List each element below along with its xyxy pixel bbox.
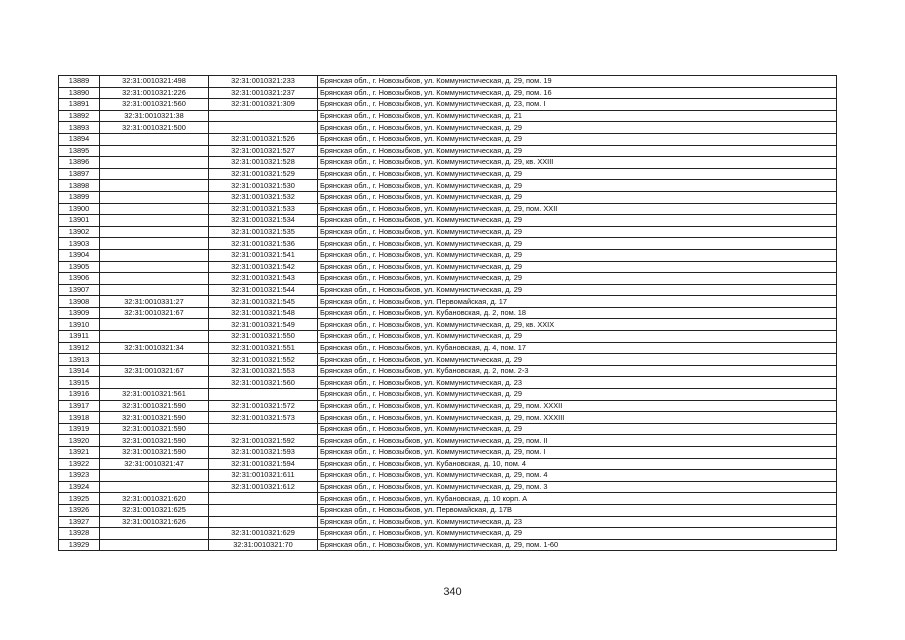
cadastral-number-b-cell: 32:31:0010321:527 xyxy=(209,145,318,157)
address-cell: Брянская обл., г. Новозыбков, ул. Коммунистическая, д. 29, пом. 19 xyxy=(318,76,837,88)
registry-table-body xyxy=(59,76,837,551)
cadastral-number-b-cell: 32:31:0010321:545 xyxy=(209,296,318,308)
address-cell: Брянская обл., г. Новозыбков, ул. Коммунистическая, д. 29 xyxy=(318,238,837,250)
cadastral-number-a-cell: 32:31:0010321:47 xyxy=(100,458,209,470)
row-number-cell: 13920 xyxy=(59,435,100,447)
row-number-cell: 13918 xyxy=(59,412,100,424)
table-row xyxy=(59,203,837,215)
row-number-cell: 13892 xyxy=(59,110,100,122)
cadastral-number-b-cell xyxy=(209,122,318,134)
row-number-cell: 13900 xyxy=(59,203,100,215)
table-row xyxy=(59,168,837,180)
cadastral-number-b-cell: 32:31:0010321:526 xyxy=(209,133,318,145)
table-row xyxy=(59,145,837,157)
table-row xyxy=(59,354,837,366)
row-number-cell: 13907 xyxy=(59,284,100,296)
cadastral-number-a-cell: 32:31:0010331:27 xyxy=(100,296,209,308)
row-number-cell: 13916 xyxy=(59,389,100,401)
cadastral-number-a-cell: 32:31:0010321:67 xyxy=(100,307,209,319)
row-number-cell: 13912 xyxy=(59,342,100,354)
address-cell: Брянская обл., г. Новозыбков, ул. Коммунистическая, д. 29 xyxy=(318,145,837,157)
cadastral-number-a-cell xyxy=(100,133,209,145)
address-cell: Брянская обл., г. Новозыбков, ул. Коммунистическая, д. 29 xyxy=(318,168,837,180)
table-row xyxy=(59,331,837,343)
cadastral-number-b-cell: 32:31:0010321:542 xyxy=(209,261,318,273)
cadastral-number-a-cell: 32:31:0010321:620 xyxy=(100,493,209,505)
table-row xyxy=(59,273,837,285)
cadastral-number-b-cell: 32:31:0010321:528 xyxy=(209,157,318,169)
cadastral-number-b-cell: 32:31:0010321:534 xyxy=(209,215,318,227)
table-row xyxy=(59,493,837,505)
address-cell: Брянская обл., г. Новозыбков, ул. Коммунистическая, д. 29 xyxy=(318,180,837,192)
cadastral-number-a-cell xyxy=(100,261,209,273)
address-cell: Брянская обл., г. Новозыбков, ул. Коммунистическая, д. 29, пом. XXXIII xyxy=(318,412,837,424)
row-number-cell: 13924 xyxy=(59,481,100,493)
cadastral-number-b-cell: 32:31:0010321:529 xyxy=(209,168,318,180)
page-number: 340 xyxy=(443,586,462,598)
cadastral-number-b-cell: 32:31:0010321:237 xyxy=(209,87,318,99)
table-row xyxy=(59,261,837,273)
row-number-cell: 13913 xyxy=(59,354,100,366)
row-number-cell: 13910 xyxy=(59,319,100,331)
cadastral-number-b-cell xyxy=(209,389,318,401)
address-cell: Брянская обл., г. Новозыбков, ул. Коммунистическая, д. 29 xyxy=(318,389,837,401)
row-number-cell: 13896 xyxy=(59,157,100,169)
row-number-cell: 13891 xyxy=(59,99,100,111)
cadastral-number-b-cell: 32:31:0010321:612 xyxy=(209,481,318,493)
table-row xyxy=(59,319,837,331)
cadastral-number-b-cell: 32:31:0010321:549 xyxy=(209,319,318,331)
cadastral-number-b-cell: 32:31:0010321:553 xyxy=(209,365,318,377)
table-row xyxy=(59,539,837,551)
address-cell: Брянская обл., г. Новозыбков, ул. Коммунистическая, д. 29 xyxy=(318,249,837,261)
row-number-cell: 13926 xyxy=(59,504,100,516)
address-cell: Брянская обл., г. Новозыбков, ул. Коммунистическая, д. 29, пом. I xyxy=(318,447,837,459)
table-row xyxy=(59,133,837,145)
cadastral-number-a-cell xyxy=(100,249,209,261)
cadastral-number-b-cell: 32:31:0010321:552 xyxy=(209,354,318,366)
address-cell: Брянская обл., г. Новозыбков, ул. Кубановская, д. 10 корп. А xyxy=(318,493,837,505)
table-row xyxy=(59,307,837,319)
table-row xyxy=(59,157,837,169)
table-row xyxy=(59,377,837,389)
row-number-cell: 13894 xyxy=(59,133,100,145)
row-number-cell: 13901 xyxy=(59,215,100,227)
table-row xyxy=(59,226,837,238)
table-row xyxy=(59,191,837,203)
cadastral-number-a-cell xyxy=(100,319,209,331)
address-cell: Брянская обл., г. Новозыбков, ул. Коммунистическая, д. 29 xyxy=(318,284,837,296)
cadastral-number-a-cell: 32:31:0010321:226 xyxy=(100,87,209,99)
cadastral-number-a-cell xyxy=(100,354,209,366)
address-cell: Брянская обл., г. Новозыбков, ул. Коммунистическая, д. 29 xyxy=(318,122,837,134)
cadastral-number-a-cell: 32:31:0010321:498 xyxy=(100,76,209,88)
cadastral-number-a-cell: 32:31:0010321:590 xyxy=(100,435,209,447)
cadastral-number-b-cell: 32:31:0010321:532 xyxy=(209,191,318,203)
address-cell: Брянская обл., г. Новозыбков, ул. Коммунистическая, д. 29 xyxy=(318,331,837,343)
cadastral-number-b-cell: 32:31:0010321:233 xyxy=(209,76,318,88)
address-cell: Брянская обл., г. Новозыбков, ул. Кубановская, д. 2, пом. 2-3 xyxy=(318,365,837,377)
address-cell: Брянская обл., г. Новозыбков, ул. Коммунистическая, д. 29 xyxy=(318,528,837,540)
row-number-cell: 13899 xyxy=(59,191,100,203)
row-number-cell: 13908 xyxy=(59,296,100,308)
address-cell: Брянская обл., г. Новозыбков, ул. Коммунистическая, д. 29 xyxy=(318,354,837,366)
address-cell: Брянская обл., г. Новозыбков, ул. Коммунистическая, д. 29, пом. II xyxy=(318,435,837,447)
cadastral-number-b-cell xyxy=(209,493,318,505)
table-row xyxy=(59,249,837,261)
address-cell: Брянская обл., г. Новозыбков, ул. Коммунистическая, д. 29, кв. XXIX xyxy=(318,319,837,331)
address-cell: Брянская обл., г. Новозыбков, ул. Кубановская, д. 10, пом. 4 xyxy=(318,458,837,470)
row-number-cell: 13928 xyxy=(59,528,100,540)
table-row xyxy=(59,110,837,122)
cadastral-number-a-cell: 32:31:0010321:38 xyxy=(100,110,209,122)
row-number-cell: 13897 xyxy=(59,168,100,180)
cadastral-number-b-cell: 32:31:0010321:535 xyxy=(209,226,318,238)
cadastral-number-b-cell: 32:31:0010321:629 xyxy=(209,528,318,540)
row-number-cell: 13921 xyxy=(59,447,100,459)
address-cell: Брянская обл., г. Новозыбков, ул. Коммунистическая, д. 29 xyxy=(318,133,837,145)
cadastral-number-b-cell: 32:31:0010321:543 xyxy=(209,273,318,285)
cadastral-number-a-cell xyxy=(100,203,209,215)
row-number-cell: 13919 xyxy=(59,423,100,435)
row-number-cell: 13915 xyxy=(59,377,100,389)
cadastral-number-b-cell: 32:31:0010321:70 xyxy=(209,539,318,551)
cadastral-number-b-cell: 32:31:0010321:594 xyxy=(209,458,318,470)
table-row xyxy=(59,99,837,111)
cadastral-number-b-cell: 32:31:0010321:541 xyxy=(209,249,318,261)
cadastral-number-a-cell xyxy=(100,191,209,203)
cadastral-number-b-cell: 32:31:0010321:309 xyxy=(209,99,318,111)
table-row xyxy=(59,481,837,493)
table-row xyxy=(59,389,837,401)
cadastral-number-a-cell xyxy=(100,168,209,180)
address-cell: Брянская обл., г. Новозыбков, ул. Кубановская, д. 2, пом. 18 xyxy=(318,307,837,319)
cadastral-number-a-cell: 32:31:0010321:590 xyxy=(100,423,209,435)
cadastral-number-b-cell: 32:31:0010321:533 xyxy=(209,203,318,215)
cadastral-number-b-cell xyxy=(209,423,318,435)
row-number-cell: 13906 xyxy=(59,273,100,285)
cadastral-number-a-cell: 32:31:0010321:626 xyxy=(100,516,209,528)
cadastral-number-a-cell xyxy=(100,331,209,343)
table-row xyxy=(59,412,837,424)
cadastral-number-b-cell: 32:31:0010321:548 xyxy=(209,307,318,319)
address-cell: Брянская обл., г. Новозыбков, ул. Первомайская, д. 17 xyxy=(318,296,837,308)
address-cell: Брянская обл., г. Новозыбков, ул. Кубановская, д. 4, пом. 17 xyxy=(318,342,837,354)
cadastral-number-a-cell xyxy=(100,377,209,389)
table-row xyxy=(59,365,837,377)
row-number-cell: 13927 xyxy=(59,516,100,528)
row-number-cell: 13929 xyxy=(59,539,100,551)
row-number-cell: 13923 xyxy=(59,470,100,482)
table-row xyxy=(59,516,837,528)
row-number-cell: 13917 xyxy=(59,400,100,412)
address-cell: Брянская обл., г. Новозыбков, ул. Коммунистическая, д. 29 xyxy=(318,191,837,203)
cadastral-number-b-cell: 32:31:0010321:550 xyxy=(209,331,318,343)
address-cell: Брянская обл., г. Новозыбков, ул. Коммунистическая, д. 21 xyxy=(318,110,837,122)
address-cell: Брянская обл., г. Новозыбков, ул. Коммунистическая, д. 23 xyxy=(318,516,837,528)
cadastral-number-b-cell: 32:31:0010321:551 xyxy=(209,342,318,354)
table-row xyxy=(59,423,837,435)
row-number-cell: 13914 xyxy=(59,365,100,377)
row-number-cell: 13922 xyxy=(59,458,100,470)
cadastral-number-a-cell xyxy=(100,528,209,540)
cadastral-number-a-cell xyxy=(100,284,209,296)
table-row xyxy=(59,284,837,296)
address-cell: Брянская обл., г. Новозыбков, ул. Коммунистическая, д. 29, кв. XXIII xyxy=(318,157,837,169)
address-cell: Брянская обл., г. Новозыбков, ул. Коммунистическая, д. 29 xyxy=(318,273,837,285)
cadastral-number-a-cell: 32:31:0010321:560 xyxy=(100,99,209,111)
cadastral-number-a-cell: 32:31:0010321:500 xyxy=(100,122,209,134)
cadastral-number-b-cell: 32:31:0010321:544 xyxy=(209,284,318,296)
table-row xyxy=(59,470,837,482)
cadastral-number-b-cell: 32:31:0010321:572 xyxy=(209,400,318,412)
address-cell: Брянская обл., г. Новозыбков, ул. Коммунистическая, д. 29 xyxy=(318,261,837,273)
address-cell: Брянская обл., г. Новозыбков, ул. Коммунистическая, д. 29 xyxy=(318,226,837,238)
row-number-cell: 13895 xyxy=(59,145,100,157)
row-number-cell: 13909 xyxy=(59,307,100,319)
cadastral-number-b-cell: 32:31:0010321:560 xyxy=(209,377,318,389)
row-number-cell: 13911 xyxy=(59,331,100,343)
table-row xyxy=(59,76,837,88)
cadastral-number-a-cell: 32:31:0010321:561 xyxy=(100,389,209,401)
cadastral-number-a-cell: 32:31:0010321:590 xyxy=(100,412,209,424)
address-cell: Брянская обл., г. Новозыбков, ул. Коммунистическая, д. 29, пом. 3 xyxy=(318,481,837,493)
cadastral-number-a-cell: 32:31:0010321:34 xyxy=(100,342,209,354)
address-cell: Брянская обл., г. Новозыбков, ул. Коммунистическая, д. 29, пом. XXXII xyxy=(318,400,837,412)
cadastral-number-b-cell: 32:31:0010321:530 xyxy=(209,180,318,192)
cadastral-number-a-cell xyxy=(100,481,209,493)
cadastral-number-b-cell: 32:31:0010321:611 xyxy=(209,470,318,482)
cadastral-number-a-cell: 32:31:0010321:625 xyxy=(100,504,209,516)
cadastral-number-a-cell xyxy=(100,539,209,551)
cadastral-number-a-cell xyxy=(100,226,209,238)
cadastral-number-a-cell: 32:31:0010321:590 xyxy=(100,447,209,459)
table-row xyxy=(59,122,837,134)
cadastral-number-a-cell xyxy=(100,273,209,285)
cadastral-number-a-cell xyxy=(100,145,209,157)
address-cell: Брянская обл., г. Новозыбков, ул. Коммунистическая, д. 29, пом. 1-60 xyxy=(318,539,837,551)
row-number-cell: 13890 xyxy=(59,87,100,99)
row-number-cell: 13905 xyxy=(59,261,100,273)
table-row xyxy=(59,215,837,227)
cadastral-number-a-cell: 32:31:0010321:590 xyxy=(100,400,209,412)
address-cell: Брянская обл., г. Новозыбков, ул. Коммунистическая, д. 29 xyxy=(318,215,837,227)
row-number-cell: 13904 xyxy=(59,249,100,261)
table-row xyxy=(59,87,837,99)
table-row xyxy=(59,447,837,459)
table-row xyxy=(59,504,837,516)
address-cell: Брянская обл., г. Новозыбков, ул. Коммунистическая, д. 29, пом. XXII xyxy=(318,203,837,215)
cadastral-number-a-cell xyxy=(100,157,209,169)
cadastral-number-a-cell xyxy=(100,238,209,250)
cadastral-number-a-cell xyxy=(100,215,209,227)
address-cell: Брянская обл., г. Новозыбков, ул. Коммунистическая, д. 29, пом. 4 xyxy=(318,470,837,482)
cadastral-number-b-cell: 32:31:0010321:592 xyxy=(209,435,318,447)
table-row xyxy=(59,180,837,192)
table-row xyxy=(59,400,837,412)
table-row xyxy=(59,435,837,447)
row-number-cell: 13898 xyxy=(59,180,100,192)
table-row xyxy=(59,342,837,354)
cadastral-number-a-cell xyxy=(100,180,209,192)
cadastral-number-b-cell xyxy=(209,516,318,528)
row-number-cell: 13902 xyxy=(59,226,100,238)
cadastral-number-b-cell: 32:31:0010321:573 xyxy=(209,412,318,424)
cadastral-number-a-cell: 32:31:0010321:67 xyxy=(100,365,209,377)
row-number-cell: 13903 xyxy=(59,238,100,250)
row-number-cell: 13893 xyxy=(59,122,100,134)
address-cell: Брянская обл., г. Новозыбков, ул. Коммунистическая, д. 23, пом. I xyxy=(318,99,837,111)
row-number-cell: 13925 xyxy=(59,493,100,505)
address-cell: Брянская обл., г. Новозыбков, ул. Коммунистическая, д. 29, пом. 16 xyxy=(318,87,837,99)
cadastral-number-b-cell: 32:31:0010321:593 xyxy=(209,447,318,459)
address-cell: Брянская обл., г. Новозыбков, ул. Коммунистическая, д. 23 xyxy=(318,377,837,389)
registry-table xyxy=(58,75,837,551)
cadastral-number-b-cell xyxy=(209,110,318,122)
table-row xyxy=(59,528,837,540)
row-number-cell: 13889 xyxy=(59,76,100,88)
address-cell: Брянская обл., г. Новозыбков, ул. Первомайская, д. 17В xyxy=(318,504,837,516)
cadastral-number-b-cell xyxy=(209,504,318,516)
cadastral-number-a-cell xyxy=(100,470,209,482)
table-row xyxy=(59,238,837,250)
address-cell: Брянская обл., г. Новозыбков, ул. Коммунистическая, д. 29 xyxy=(318,423,837,435)
table-row xyxy=(59,458,837,470)
cadastral-number-b-cell: 32:31:0010321:536 xyxy=(209,238,318,250)
table-row xyxy=(59,296,837,308)
